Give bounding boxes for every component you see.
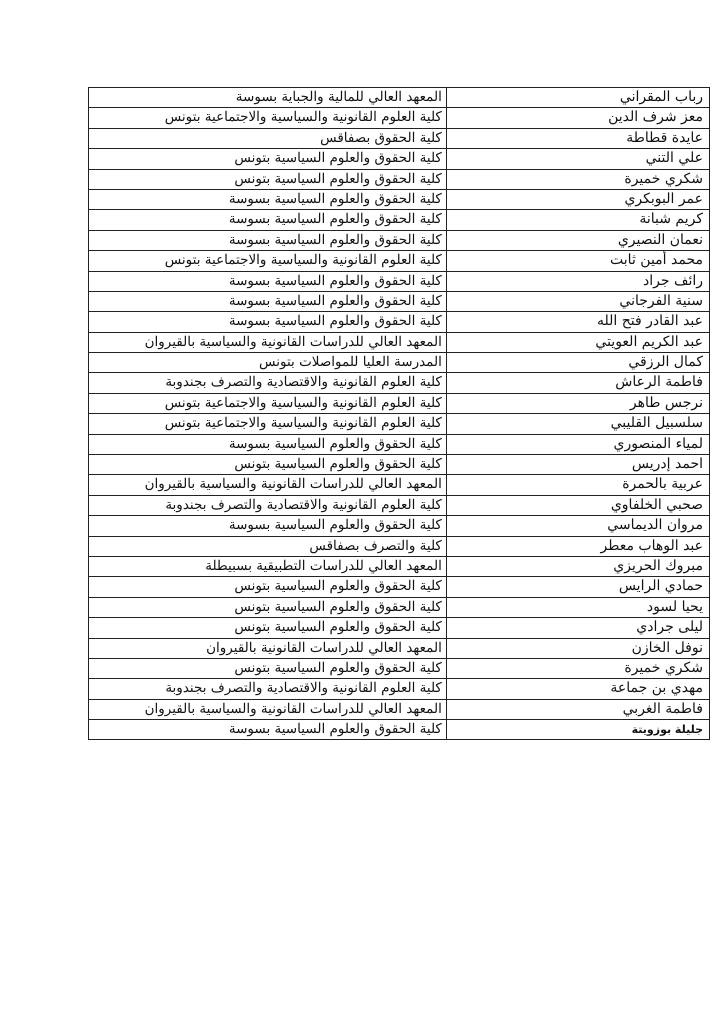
table-row	[89, 659, 709, 679]
institution-name: كلية الحقوق بصفاقس	[320, 129, 442, 146]
person-name: يحيا لسود	[646, 598, 703, 615]
person-name: جليلة بوزويتة	[631, 723, 703, 737]
person-name: حمادي الرايس	[618, 578, 703, 595]
person-name: لمياء المنصوري	[613, 435, 703, 452]
table-row	[89, 537, 709, 557]
person-name: مبروك الحريزي	[613, 557, 703, 574]
person-name: نعمان النصيري	[617, 231, 703, 248]
institution-name: كلية الحقوق والعلوم السياسية بتونس	[234, 150, 442, 167]
institution-name: كلية العلوم القانونية والسياسية والاجتماعية بتونس	[164, 415, 442, 432]
institution-name: كلية الحقوق والعلوم السياسية بسوسة	[228, 292, 442, 309]
table-row	[89, 108, 709, 128]
person-name: سنية الفرجاني	[619, 292, 703, 309]
institution-name: كلية الحقوق والعلوم السياسية بتونس	[234, 456, 442, 473]
institution-name: كلية الحقوق والعلوم السياسية بسوسة	[228, 231, 442, 248]
person-name: صحبي الخلفاوي	[610, 496, 703, 513]
institution-name: كلية والتصرف بصفاقس	[309, 537, 442, 554]
names-table	[88, 87, 710, 740]
institution-name: المعهد العالي للدراسات القانونية بالقيروان	[206, 639, 442, 656]
person-name: عبد القادر فتح الله	[596, 313, 703, 330]
institution-name: كلية الحقوق والعلوم السياسية بسوسة	[228, 272, 442, 289]
table-row	[89, 577, 709, 597]
person-name: فاطمة الغربي	[622, 700, 703, 717]
person-name: رباب المقراني	[619, 89, 703, 105]
table-row	[89, 679, 709, 699]
table-row	[89, 639, 709, 659]
table-row	[89, 190, 709, 210]
table-row	[89, 149, 709, 169]
person-name: فاطمة الرعاش	[615, 374, 703, 391]
table-row	[89, 129, 709, 149]
institution-name: كلية الحقوق والعلوم السياسية بسوسة	[228, 435, 442, 452]
person-name: عبد الوهاب معطر	[600, 537, 703, 554]
person-name: كمال الرزقي	[628, 354, 703, 371]
person-name: شكري خميرة	[624, 659, 703, 676]
table-row	[89, 88, 709, 108]
table-row	[89, 231, 709, 251]
person-name: معز شرف الدين	[608, 109, 703, 126]
person-name: عبد الكريم العويتي	[595, 333, 703, 350]
institution-name: كلية الحقوق والعلوم السياسية بسوسة	[228, 721, 442, 738]
institution-name: المدرسة العليا للمواصلات بتونس	[259, 354, 442, 371]
person-name: نوفل الخازن	[631, 639, 703, 656]
person-name: رائف جراد	[643, 272, 703, 289]
institution-name: المعهد العالي للمالية والجباية بسوسة	[235, 89, 442, 105]
table-row	[89, 373, 709, 393]
table-row	[89, 414, 709, 434]
institution-name: كلية العلوم القانونية والسياسية والاجتماعية بتونس	[164, 109, 442, 126]
table-row	[89, 720, 709, 740]
institution-name: كلية العلوم القانونية والاقتصادية والتصرف بجندوبة	[165, 496, 442, 513]
person-name: سلسبيل القليبي	[610, 415, 703, 432]
table-row	[89, 251, 709, 271]
institution-name: كلية الحقوق والعلوم السياسية بسوسة	[228, 313, 442, 330]
institution-name: المعهد العالي للدراسات القانونية والسياسية بالقيروان	[144, 700, 442, 717]
person-name: شكري خميرة	[624, 170, 703, 187]
institution-name: كلية الحقوق والعلوم السياسية بسوسة	[228, 190, 442, 207]
institution-name: كلية الحقوق والعلوم السياسية بسوسة	[228, 517, 442, 534]
table-row	[89, 496, 709, 516]
person-name: محمد أمين ثابت	[610, 252, 703, 269]
table-row	[89, 618, 709, 638]
institution-name: كلية الحقوق والعلوم السياسية بتونس	[234, 578, 442, 595]
person-name: مهدي بن جماعة	[610, 680, 703, 697]
person-name: علي التني	[645, 150, 703, 167]
institution-name: كلية العلوم القانونية والاقتصادية والتصرف بجندوبة	[165, 374, 442, 391]
table-row	[89, 272, 709, 292]
institution-name: كلية الحقوق والعلوم السياسية بتونس	[234, 598, 442, 615]
institution-name: المعهد العالي للدراسات القانونية والسياسية بالقيروان	[144, 333, 442, 350]
table-row	[89, 353, 709, 373]
person-name: عربية بالحمرة	[622, 476, 703, 493]
person-name: مروان الديماسي	[607, 517, 703, 534]
table-row	[89, 475, 709, 495]
institution-name: كلية الحقوق والعلوم السياسية بتونس	[234, 170, 442, 187]
institution-name: كلية العلوم القانونية والسياسية والاجتماعية بتونس	[164, 252, 442, 269]
institution-name: كلية الحقوق والعلوم السياسية بتونس	[234, 659, 442, 676]
table-row	[89, 557, 709, 577]
institution-name: كلية العلوم القانونية والسياسية والاجتماعية بتونس	[164, 394, 442, 411]
table-row	[89, 516, 709, 536]
person-name: عايدة قطاطة	[626, 129, 703, 146]
institution-name: كلية الحقوق والعلوم السياسية بسوسة	[228, 211, 442, 228]
table-row	[89, 455, 709, 475]
table-row	[89, 210, 709, 230]
person-name: احمد إدريس	[631, 456, 703, 473]
table-row	[89, 292, 709, 312]
table-row	[89, 435, 709, 455]
table-row	[89, 700, 709, 720]
table-row	[89, 170, 709, 190]
institution-name: كلية الحقوق والعلوم السياسية بتونس	[234, 619, 442, 636]
table-row	[89, 394, 709, 414]
table-row	[89, 598, 709, 618]
institution-name: المعهد العالي للدراسات القانونية والسياسية بالقيروان	[144, 476, 442, 493]
person-name: عمر البوبكري	[624, 190, 703, 207]
institution-name: المعهد العالي للدراسات التطبيقية بسبيطلة	[205, 557, 442, 574]
table-body	[89, 88, 709, 741]
table-row	[89, 312, 709, 332]
table-row	[89, 333, 709, 353]
institution-name: كلية العلوم القانونية والاقتصادية والتصرف بجندوبة	[165, 680, 442, 697]
person-name: نرجس طاهر	[629, 394, 703, 411]
person-name: كريم شبانة	[639, 211, 703, 228]
person-name: ليلى جرادي	[636, 619, 703, 636]
